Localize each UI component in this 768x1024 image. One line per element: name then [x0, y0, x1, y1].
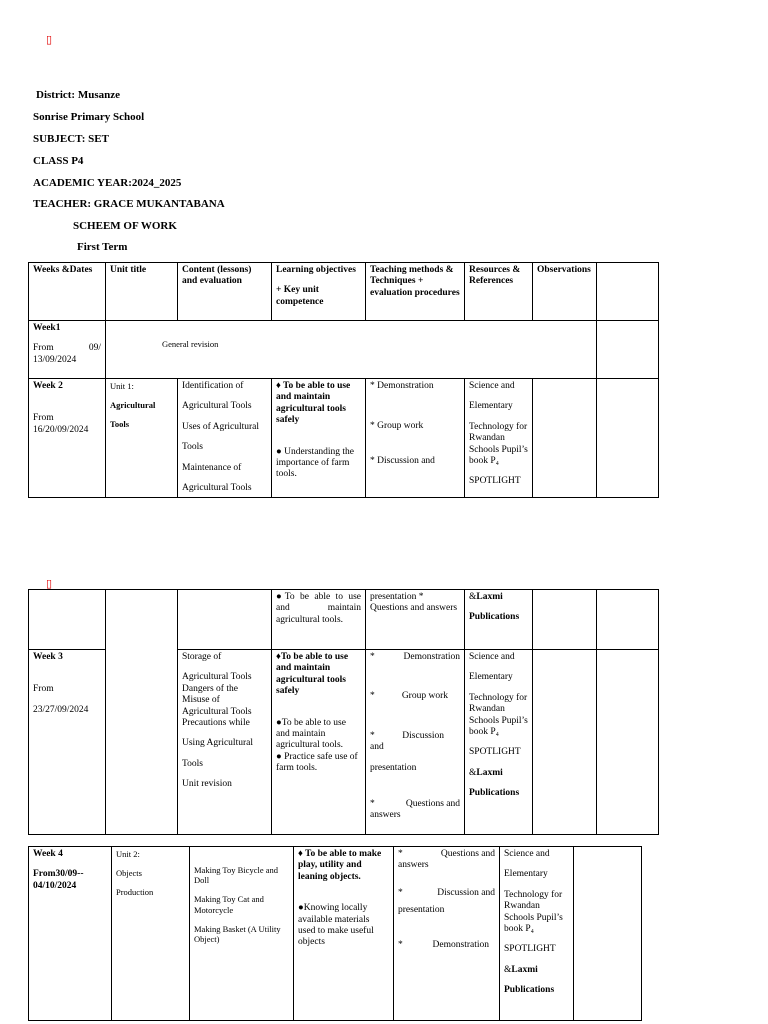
week2-observations	[533, 379, 597, 498]
col-header-resources: Resources & References	[465, 263, 533, 321]
col-header-empty	[597, 263, 659, 321]
cont-methods: presentation * Questions and answers	[366, 590, 465, 650]
week3-empty	[597, 650, 659, 835]
col-header-objectives	[272, 263, 366, 321]
week3-objectives: ♦To be able to use and maintain agricultural tools safely ●To be able to use and maintain agricultural tools. ● Practice safe use of farm tools.	[272, 650, 366, 835]
week3-label: Week 3	[33, 652, 63, 662]
col-header-observations: Observations	[533, 263, 597, 321]
week3-observations	[533, 650, 597, 835]
school-line: Sonrise Primary School	[33, 111, 145, 123]
col-header-content: Content (lessons) and evaluation	[178, 263, 272, 321]
week4-content: Making Toy Bicycle and Doll Making Toy Cat and Motorcycle Making Basket (A Utility Object)	[190, 847, 294, 1021]
class-line: CLASS P4	[33, 155, 84, 167]
week2-cell	[29, 379, 106, 498]
cont-objectives: ●To be able to use and maintain agricultural tools.	[272, 590, 366, 650]
col-header-unit: Unit title	[106, 263, 178, 321]
week1-content	[106, 321, 597, 379]
table-row-continuation	[29, 590, 659, 650]
week1-empty	[597, 321, 659, 379]
week3-resources: Science and Elementary Technology for Rwandan Schools Pupil’s book P₄ SPOTLIGHT &Laxmi Publications	[465, 650, 533, 835]
week4-unit: Unit 2: Objects Production	[112, 847, 190, 1021]
week4-resources: Science and Elementary Technology for Rwandan Schools Pupil’s book P₄ SPOTLIGHT &Laxmi Publications	[500, 847, 574, 1021]
week4-label: Week 4	[33, 849, 63, 859]
academic-year-line: ACADEMIC YEAR:2024_2025	[33, 177, 182, 189]
week2-methods: * Demonstration * Group work * Discussion and	[366, 379, 465, 498]
table-row-week4	[29, 847, 642, 1021]
table-row-week2	[29, 379, 659, 498]
cont-week	[29, 590, 106, 650]
cont-unit	[106, 590, 178, 835]
week2-resources: Science and Elementary Technology for Rwandan Schools Pupil’s book P₄ SPOTLIGHT	[465, 379, 533, 498]
term-label: First Term	[77, 241, 128, 253]
week2-dates: From 16/20/09/2024	[33, 413, 89, 435]
competence-label: + Key unit competence	[276, 285, 324, 307]
week1-label: Week1	[33, 323, 61, 333]
missing-image-icon-2: ▯	[46, 577, 53, 590]
week3-content: Storage of Agricultural Tools Dangers of the Misuse of Agricultural Tools Precautions while Using Agricultural Tools Unit revision	[178, 650, 272, 835]
table-header-row	[29, 263, 659, 321]
week3-cell: Week 3 From 23/27/09/2024	[29, 650, 106, 835]
cont-empty	[597, 590, 659, 650]
week4-dates: From30/09-- 04/10/2024	[33, 869, 84, 891]
week4-methods: * Questions and answers * Discussion and presentation * Demonstration	[394, 847, 500, 1021]
district-line: District: Musanze	[36, 89, 121, 101]
week4-observations	[574, 847, 642, 1021]
week2-content: Identification of Agricultural Tools Uses of Agricultural Tools Maintenance of Agricultural Tools	[178, 379, 272, 498]
week2-unit: Unit 1: Agricultural Tools	[106, 379, 178, 498]
week3-methods: * Demonstration * Group work * Discussion and presentation * Questions and answers	[366, 650, 465, 835]
week4-objectives: ♦ To be able to make play, utility and leaning objects. ●Knowing locally available materials used to make useful objects	[294, 847, 394, 1021]
missing-image-icon: ▯	[46, 33, 53, 46]
cont-content	[178, 590, 272, 650]
week1-cell	[29, 321, 106, 379]
col-header-methods: Teaching methods & Techniques + evaluation procedures	[366, 263, 465, 321]
week3-date: 23/27/09/2024	[33, 704, 89, 715]
objectives-label: Learning objectives	[276, 265, 356, 275]
scheme-table-3	[28, 846, 642, 1021]
cont-observations	[533, 590, 597, 650]
week1-date: 13/09/2024	[33, 354, 77, 365]
cont-resources: &Laxmi Publications	[465, 590, 533, 650]
subject-line: SUBJECT: SET	[33, 133, 109, 145]
document-title: SCHEEM OF WORK	[73, 220, 177, 232]
general-revision-text: General revision	[162, 339, 219, 349]
table-row-week1	[29, 321, 659, 379]
week1-from: From 09/	[33, 343, 101, 354]
week2-label: Week 2	[33, 381, 63, 391]
week2-objectives: ♦ To be able to use and maintain agricultural tools safely ● Understanding the importance of farm tools.	[272, 379, 366, 498]
scheme-table-2	[28, 589, 659, 835]
week4-cell	[29, 847, 112, 1021]
teacher-line: TEACHER: GRACE MUKANTABANA	[33, 198, 225, 210]
col-header-weeks: Weeks &Dates	[29, 263, 106, 321]
week2-empty	[597, 379, 659, 498]
scheme-table-1	[28, 262, 659, 498]
